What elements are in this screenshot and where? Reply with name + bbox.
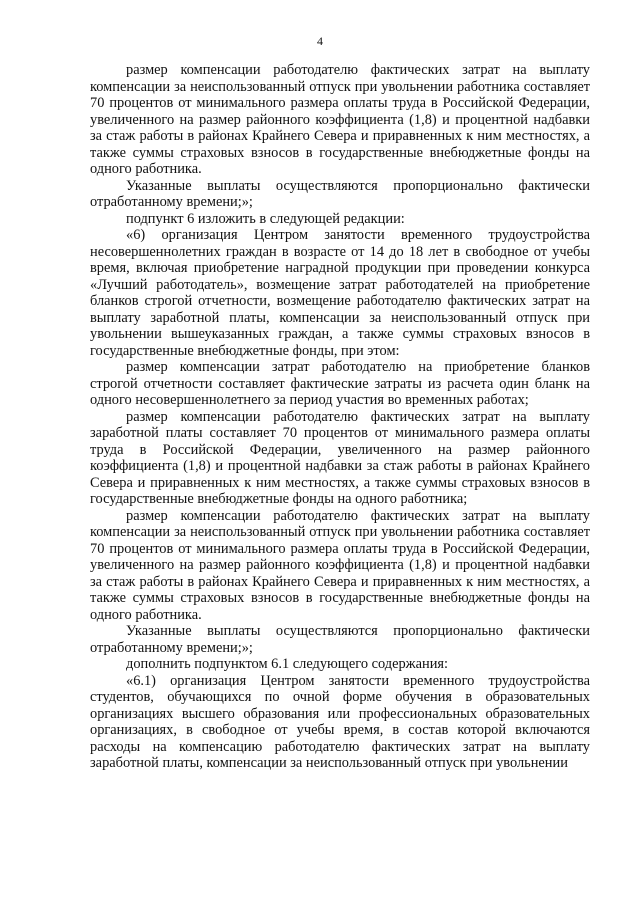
paragraph-salary-compensation: размер компенсации работодателю фактических затрат на выплату заработной платы составляет 70 процентов от минимального размера оплаты труда в Российской Федерации, увеличенного на размер районного коэффициента (1,8) и процентной надбавки за стаж работы в районах Крайнего Севера и приравненных к ним местностях, а также суммы страховых взносов в государственные внебюджетные фонды на одного работника; xyxy=(90,408,590,507)
paragraph-forms-compensation: размер компенсации затрат работодателю на приобретение бланков строгой отчетности составляет фактические затраты из расчета один бланк на одного несовершеннолетнего за период участия во временных работах; xyxy=(90,359,590,408)
paragraph-subpoint-6-1: «6.1) организация Центром занятости временного трудоустройства студентов, обучающихся по очной форме обучения в образовательных организациях высшего образования или профессиональных образовательных организациях, в свободное от учебы время, в состав которой включаются расходы на компенсацию работодателю фактических затрат на выплату заработной платы, компенсации за неиспользованный отпуск при увольнении xyxy=(90,672,590,771)
paragraph-subpoint-6: «6) организация Центром занятости временного трудоустройства несовершеннолетних граждан в возрасте от 14 до 18 лет в свободное от учебы время, включая приобретение наградной продукции при проведении конкурса «Лучший работодатель», возмещение затрат работодателей на приобретение бланков строгой отчетности, возмещение работодателю фактических затрат на выплату заработной платы, компенсации за неиспользованный отпуск при увольнении вышеуказанных граждан, а также суммы страховых взносов в государственные внебюджетные фонды, при этом: xyxy=(90,227,590,359)
paragraph-subpoint-6-intro: подпункт 6 изложить в следующей редакции: xyxy=(126,210,405,227)
paragraph-proportional-payments-2: Указанные выплаты осуществляются пропорционально фактически отработанному времени;»; xyxy=(90,623,590,656)
paragraph-proportional-payments-1: Указанные выплаты осуществляются пропорционально фактически отработанному времени;»; xyxy=(90,177,590,210)
paragraph-vacation-compensation-1: размер компенсации работодателю фактических затрат на выплату компенсации за неиспользованный отпуск при увольнении работника составляет 70 процентов от минимального размера оплаты труда в Российской Федерации, увеличенного на размер районного коэффициента (1,8) и процентной надбавки за стаж работы в районах Крайнего Севера и приравненных к ним местностях, а также суммы страховых взносов в государственные внебюджетные фонды на одного работника. xyxy=(90,62,590,177)
page-number: 4 xyxy=(317,34,323,48)
paragraph-vacation-compensation-2: размер компенсации работодателю фактических затрат на выплату компенсации за неиспользованный отпуск при увольнении работника составляет 70 процентов от минимального размера оплаты труда в Российской Федерации, увеличенного на размер районного коэффициента (1,8) и процентной надбавки за стаж работы в районах Крайнего Севера и приравненных к ним местностях, а также суммы страховых взносов в государственные внебюджетные фонды на одного работника. xyxy=(90,507,590,623)
document-body xyxy=(90,62,590,772)
paragraph-subpoint-6-1-intro: дополнить подпунктом 6.1 следующего содержания: xyxy=(126,656,449,672)
